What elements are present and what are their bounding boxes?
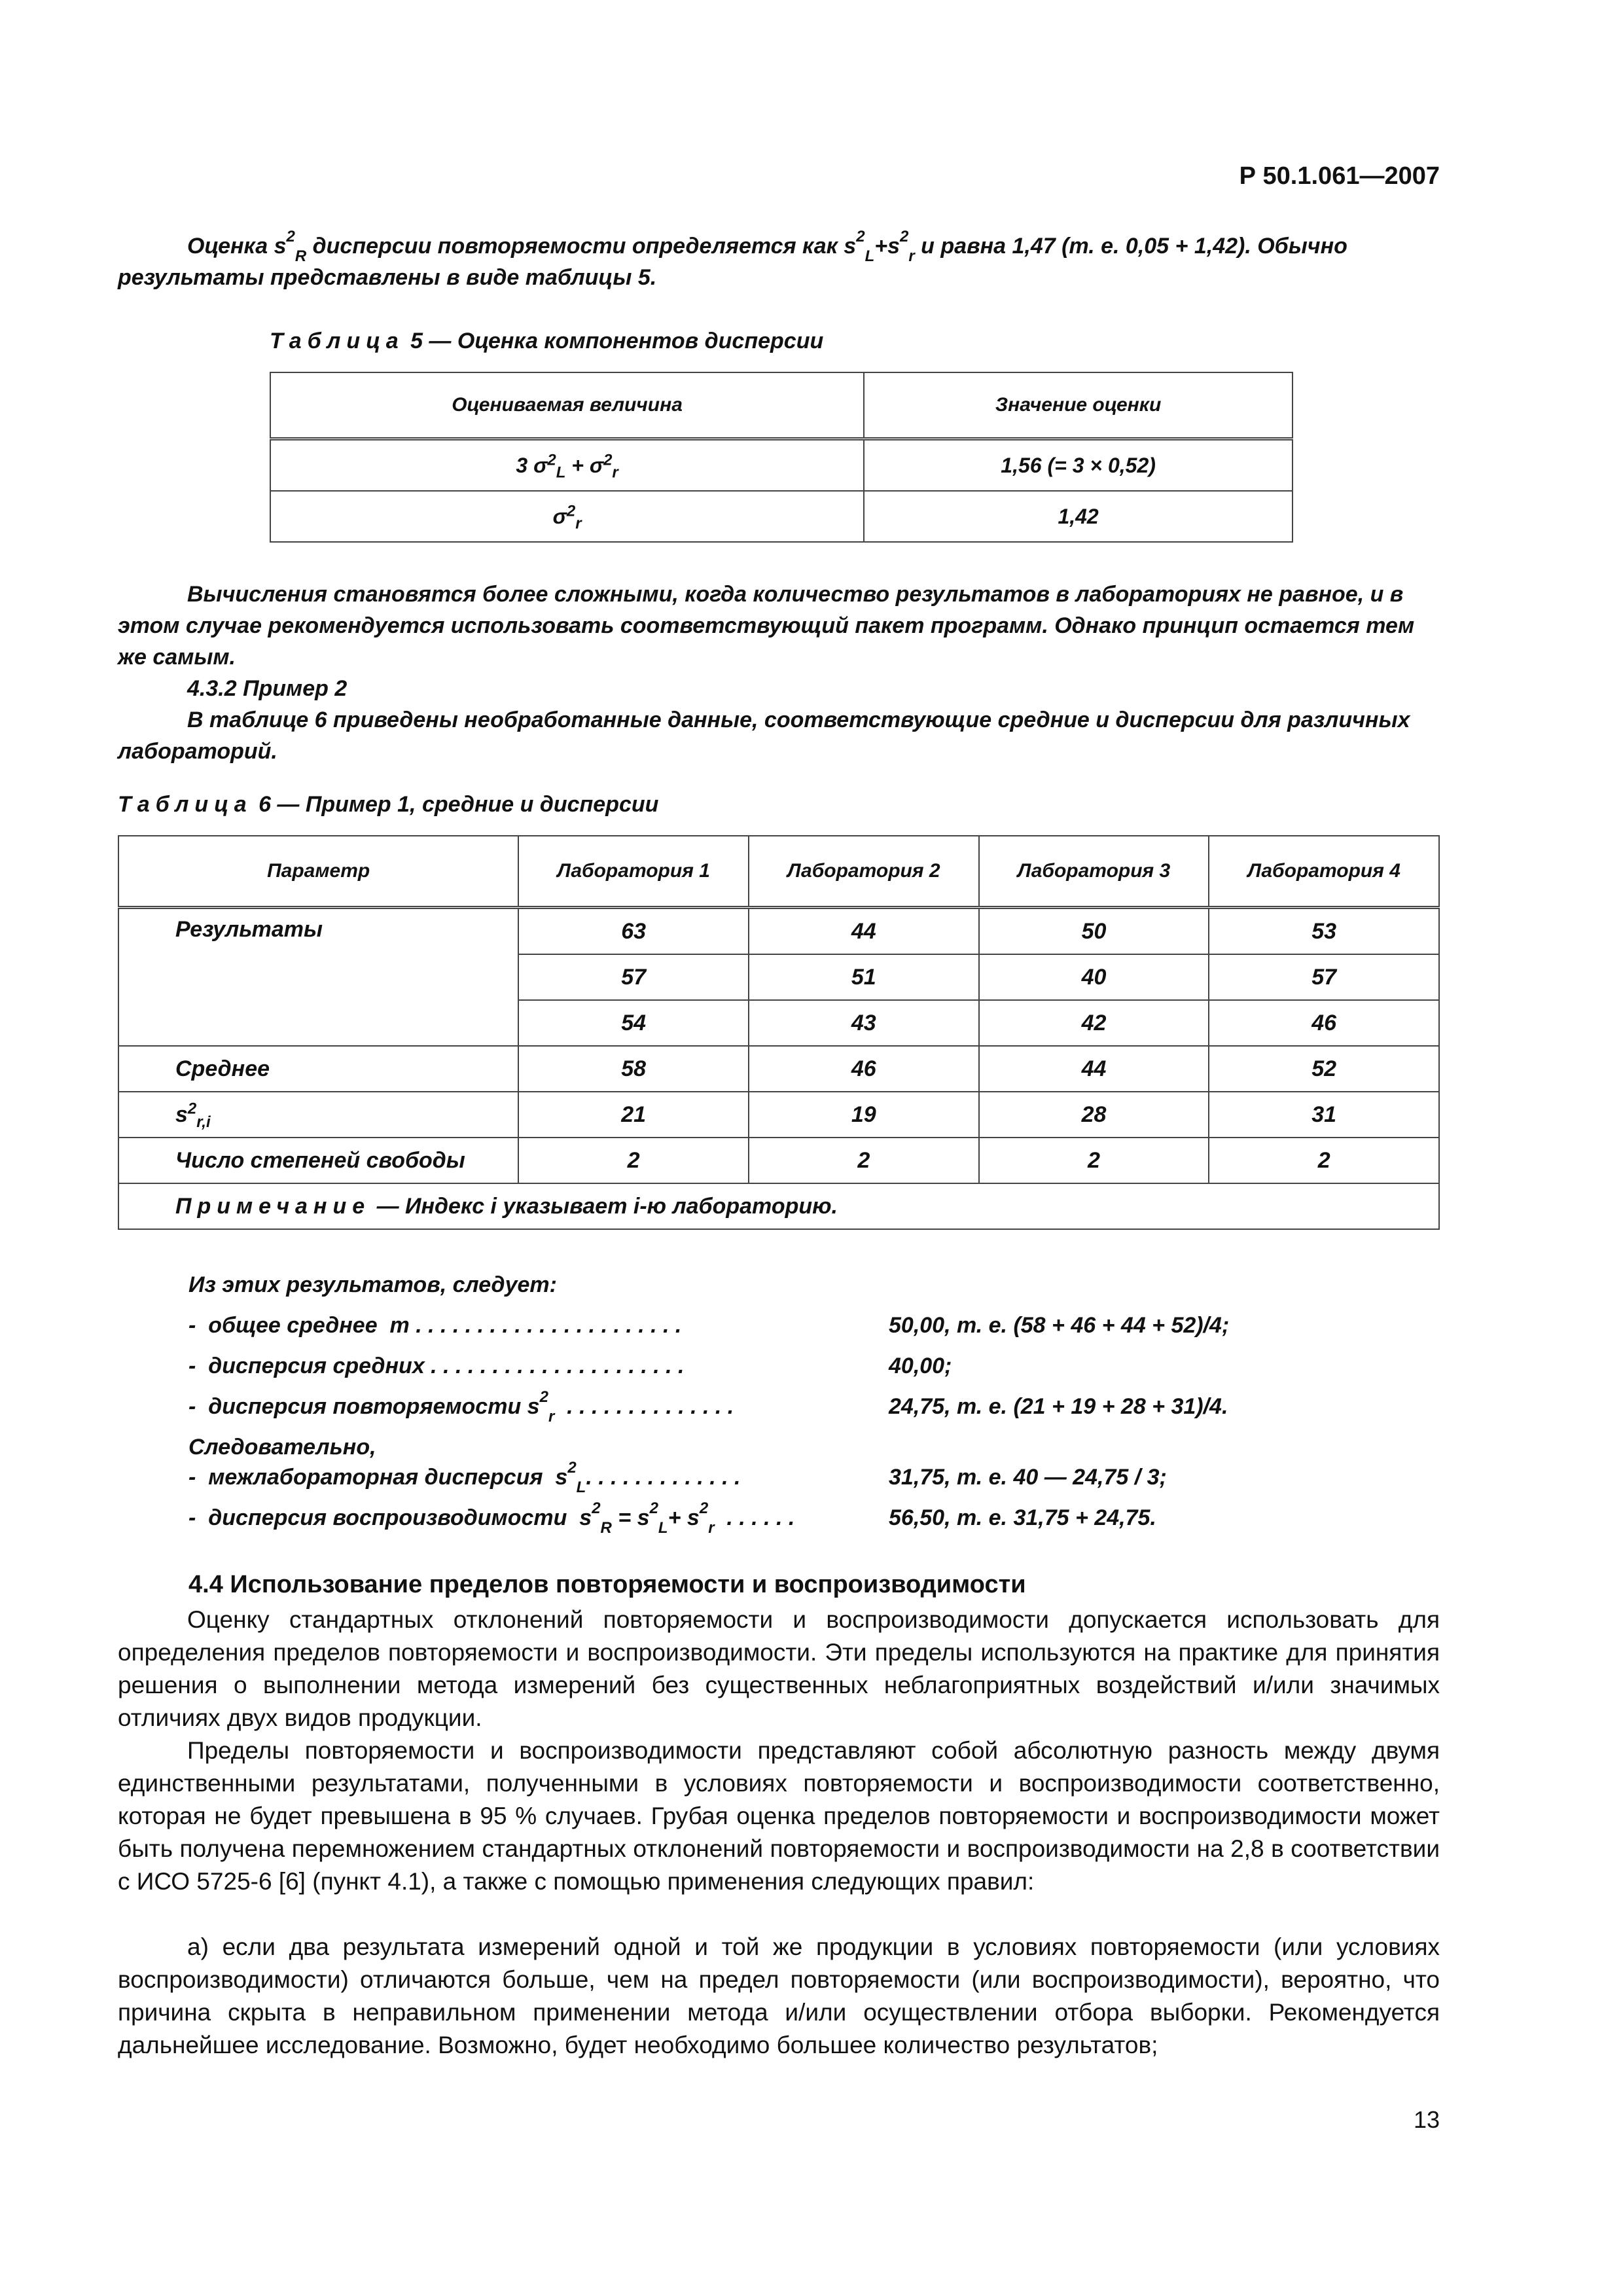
table5-cell: $\sigma^2_r$ [270,491,864,542]
row-label-mean: Среднее [118,1046,518,1092]
table6-cell: 53 [1209,908,1439,955]
paragraph-table6-intro: В таблице 6 приведены необработанные данные, соответствующие средние и дисперсии для различных лабораторий. [118,708,1410,764]
table-row [118,1092,1439,1138]
table-6 [118,835,1440,1230]
section-paragraph-2: Пределы повторяемости и воспроизводимости представляют собой абсолютную разность между двумя единственными результатами, полученными в условиях повторяемости и воспроизводимости соответственно, которая не будет превышена в 95 % случаев. Грубая оценка пределов повторяемости и воспроизводимости может быть получена перемножением стандартных отклонений повторяемости и воспроизводимости на 2,8 в соответствии с ИСО 5725-6 [6] (пункт 4.1), а также с помощью применения следующих правил: [118,1737,1440,1895]
section-paragraph-3: а) если два результата измерений одной и той же продукции в условиях повторяемости (или условиях воспроизводимости) отличаются больше, чем на предел повторяемости (или воспроизводимости), вероятно, что причина скрыта в неправильном применении метода и/или осуществлении отбора выборки. Рекомендуется дальнейшее исследование. Возможно, будет необходимо большее количество результатов; [118,1933,1440,2058]
results-list [188,1272,1432,1546]
results-lead: Из этих результатов, следует: [188,1272,557,1297]
table6-cell: 21 [518,1092,749,1138]
table6-cell: 42 [979,1000,1209,1046]
intro-text-c: и равна 1,47 (т. е. 0,05 + 1,42). Обычно результаты представлены в виде таблицы 5. [118,234,1347,290]
table6-cell: 50 [979,908,1209,955]
list-item: - дисперсия повторяемости $s^2_r$ . . . . . . . . . . . . . . 24,75, т. е. (21 + 19 + 28 + 31)/4. [188,1388,1228,1426]
table-row [270,491,1293,542]
table6-cell: 51 [749,954,979,1000]
intro-text-a: Оценка [187,234,274,259]
row-label-results: Результаты [118,908,518,1047]
table6-cell: 2 [979,1138,1209,1183]
table-row [118,908,1439,955]
table-row [118,1183,1439,1229]
table6-cell: 43 [749,1000,979,1046]
section-paragraph-1: Оценку стандартных отклонений повторяемости и воспроизводимости допускается использовать для определения пределов повторяемости и воспроизводимости. Эти пределы используются на практике для принятия решения о выполнении метода измерений без существенных неблагоприятных воздействий и/или значимых отличиях двух видов продукции. [118,1606,1440,1731]
table6-cell: 2 [518,1138,749,1183]
symbol-s2-L: $s^2_L$ [844,227,875,265]
table5-cell: 1,56 (= 3 × 0,52) [864,439,1293,492]
table5-caption: Таблица 5 — Оценка компонентов дисперсии [270,329,824,353]
table6-header: Лаборатория 2 [749,836,979,908]
section-heading: 4.4 Использование пределов повторяемости и воспроизводимости [188,1571,1026,1598]
table6-cell: 54 [518,1000,749,1046]
paragraph-complex: Вычисления становятся более сложными, когда количество результатов в лабораториях не равное, и в этом случае рекомендуется использовать соответствующий пакет программ. Однако принцип остается тем же самым. [118,582,1415,670]
table6-cell: 2 [749,1138,979,1183]
table6-cell: 28 [979,1092,1209,1138]
table6-cell: 46 [1209,1000,1439,1046]
table5-cell: 3 $\sigma^2_L + \sigma^2_r$ [270,439,864,492]
page-number: 13 [1413,2106,1440,2133]
symbol-s2-R: $s^2_R$ [274,227,307,265]
table6-header: Лаборатория 3 [979,836,1209,908]
table5-header-value: Значение оценки [864,372,1293,439]
table6-cell: 44 [749,908,979,955]
table6-caption: Таблица 6 — Пример 1, средние и дисперсии [118,792,659,817]
table6-cell: 2 [1209,1138,1439,1183]
table6-cell: 46 [749,1046,979,1092]
table6-header: Параметр [118,836,518,908]
table6-cell: 63 [518,908,749,955]
document-code: Р 50.1.061—2007 [1239,162,1440,190]
list-item: - дисперсия воспроизводимости $s^2_R = s^2_L+ s^2_r$ . . . . . . 56,50, т. е. 31,75 + 24,75. [188,1499,1156,1537]
list-item: - межлабораторная дисперсия $s^2_L$. . . . . . . . . . . . . 31,75, т. е. 40 — 24,75 / 3; [188,1458,1167,1496]
list-item: - общее среднее m . . . . . . . . . . . . . . . . . . . . . . 50,00, т. е. (58 + 46 + 44 + 52)/4; [188,1313,1230,1338]
symbol-s2-r: $s^2_r$ [887,227,915,265]
table6-header: Лаборатория 1 [518,836,749,908]
table-row [118,1138,1439,1183]
table-row [270,439,1293,492]
table5-cell: 1,42 [864,491,1293,542]
list-item: - дисперсия средних . . . . . . . . . . . . . . . . . . . . . 40,00; [188,1354,952,1378]
intro-paragraph: Оценка $s^2_R$ дисперсии повторяемости определяется как $s^2_L+s^2_r$ и равна 1,47 (т. е. 0,05 + 1,42). Обычно результаты представлены в виде таблицы 5. [118,227,1347,290]
table-row [118,1046,1439,1092]
hence-label: Следовательно, [188,1435,376,1460]
table6-header: Лаборатория 4 [1209,836,1439,908]
table6-note: Примечание — Индекс i указывает i-ю лабораторию. [118,1183,1439,1229]
table6-cell: 57 [518,954,749,1000]
table6-cell: 57 [1209,954,1439,1000]
subsection-example-2: 4.3.2 Пример 2 [187,676,348,701]
table-5 [270,372,1293,543]
table6-cell: 40 [979,954,1209,1000]
table6-cell: 31 [1209,1092,1439,1138]
table6-cell: 52 [1209,1046,1439,1092]
table5-header-quantity: Оцениваемая величина [270,372,864,439]
table6-cell: 19 [749,1092,979,1138]
row-label-dof: Число степеней свободы [118,1138,518,1183]
table6-cell: 58 [518,1046,749,1092]
intro-text-b: дисперсии повторяемости определяется как [306,234,844,259]
table6-cell: 44 [979,1046,1209,1092]
row-label-variance: $s^2_{r,i}$ [118,1092,518,1138]
